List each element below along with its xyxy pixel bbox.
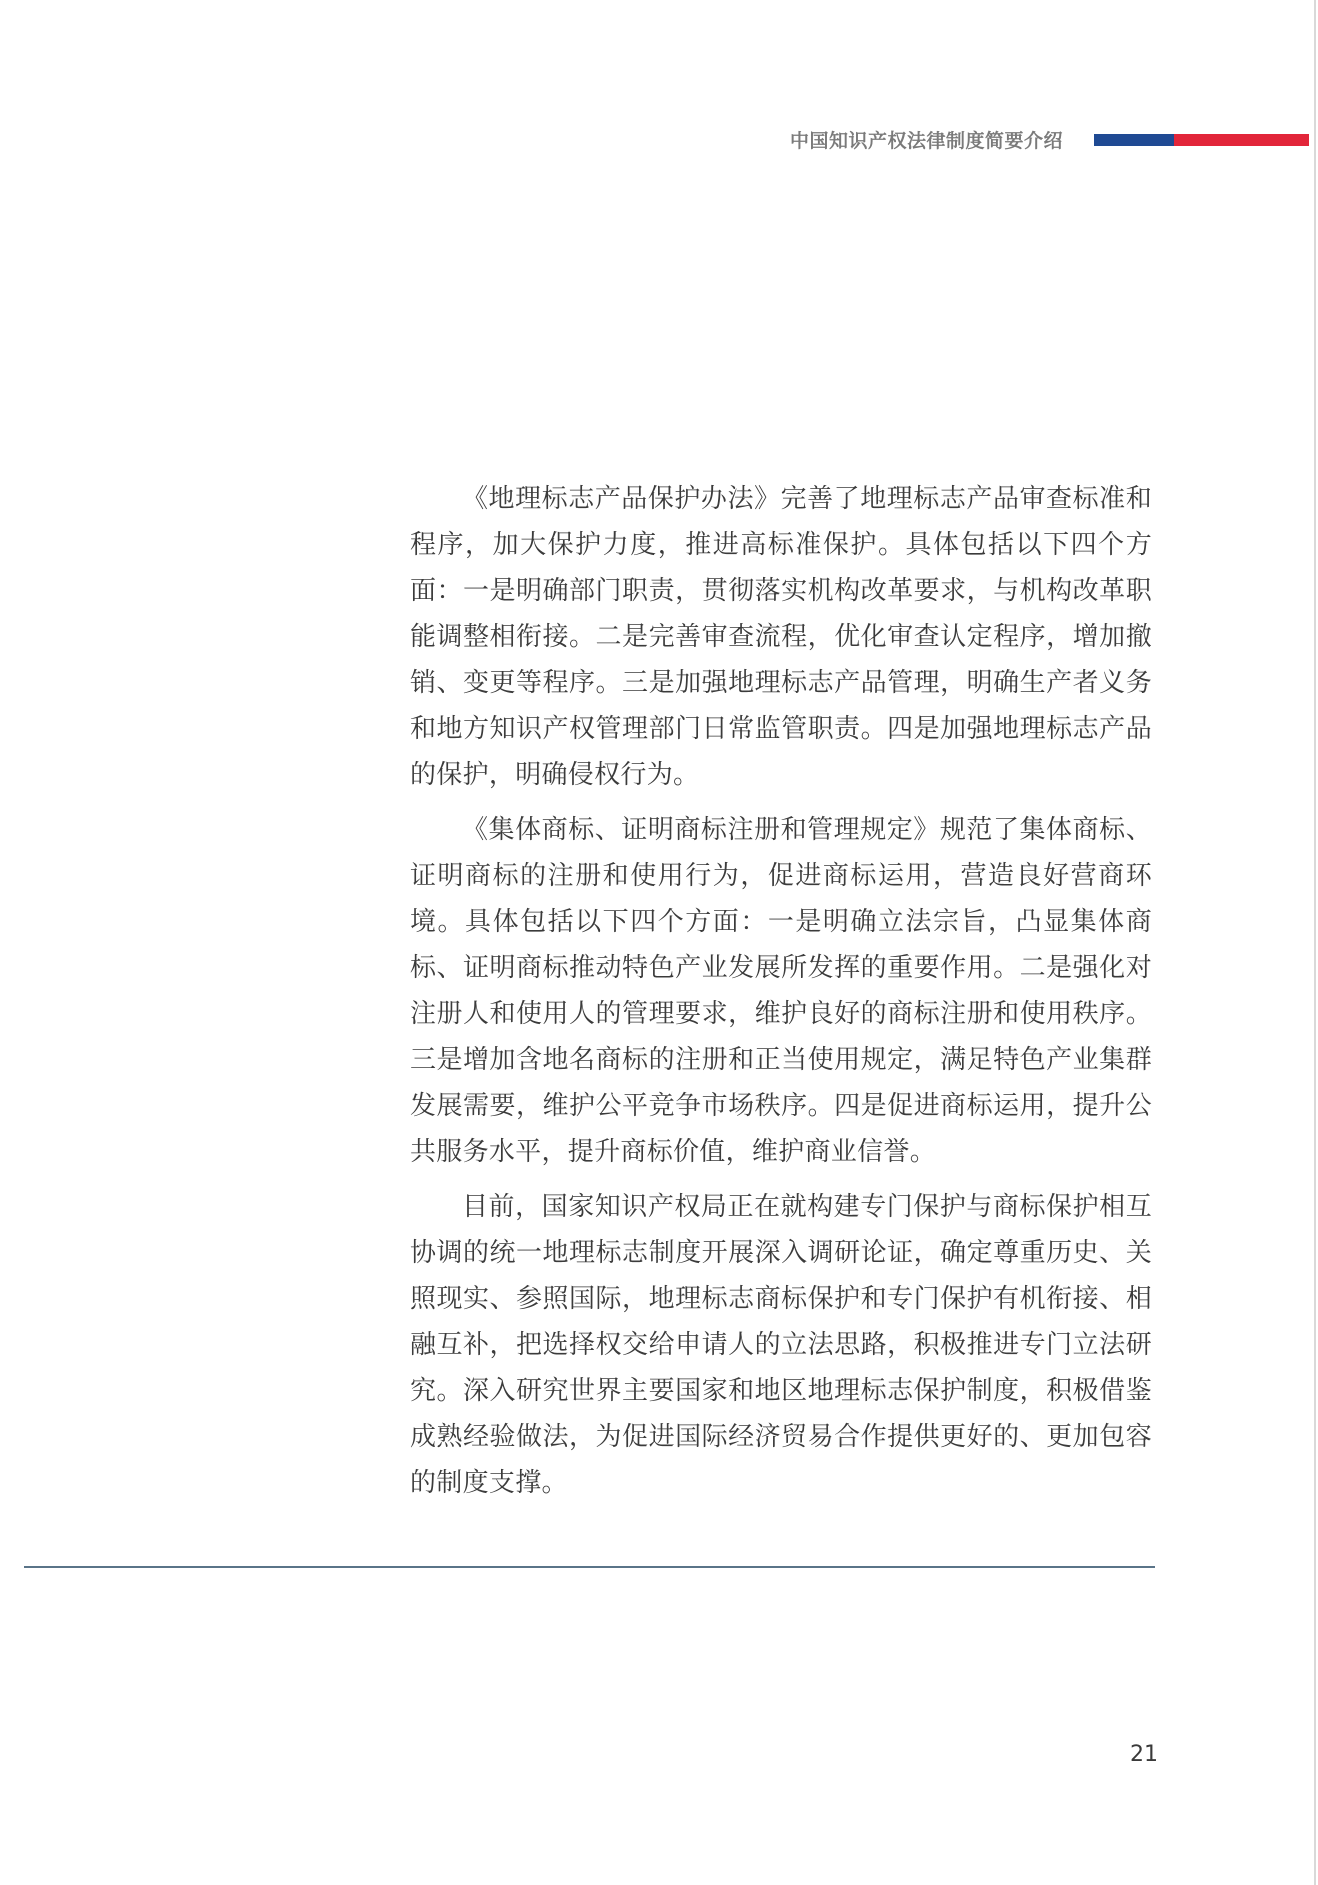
page-number: 21 — [1130, 1742, 1158, 1767]
running-header-title: 中国知识产权法律制度简要介绍 — [790, 130, 1064, 152]
header-bar-blue-segment — [1094, 134, 1174, 146]
header-color-bar — [1094, 134, 1309, 146]
body-text — [410, 476, 1152, 1515]
paragraph-collective-trademark-rules: 《集体商标、证明商标注册和管理规定》规范了集体商标、证明商标的注册和使用行为，促进商标运用，营造良好营商环境。具体包括以下四个方面：一是明确立法宗旨，凸显集体商标、证明商标推动特色产业发展所发挥的重要作用。二是强化对注册人和使用人的管理要求，维护良好的商标注册和使用秩序。三是增加含地名商标的注册和正当使用规定，满足特色产业集群发展需要，维护公平竞争市场秩序。四是促进商标运用，提升公共服务水平，提升商标价值，维护商业信誉。 — [410, 815, 1152, 1167]
paragraph-unified-gi-system: 目前，国家知识产权局正在就构建专门保护与商标保护相互协调的统一地理标志制度开展深入调研论证，确定尊重历史、关照现实、参照国际，地理标志商标保护和专门保护有机衔接、相融互补，把选择权交给申请人的立法思路，积极推进专门立法研究。深入研究世界主要国家和地区地理标志保护制度，积极借鉴成熟经验做法，为促进国际经济贸易合作提供更好的、更加包容的制度支撑。 — [410, 1192, 1152, 1498]
header-bar-red-segment — [1174, 134, 1309, 146]
paragraph-gi-product-measures: 《地理标志产品保护办法》完善了地理标志产品审查标准和程序，加大保护力度，推进高标准保护。具体包括以下四个方面：一是明确部门职责，贯彻落实机构改革要求，与机构改革职能调整相衔接。二是完善审查流程，优化审查认定程序，增加撤销、变更等程序。三是加强地理标志产品管理，明确生产者义务和地方知识产权管理部门日常监管职责。四是加强地理标志产品的保护，明确侵权行为。 — [410, 484, 1152, 790]
page-edge-line — [1314, 0, 1316, 1885]
bottom-divider-rule — [24, 1566, 1155, 1568]
